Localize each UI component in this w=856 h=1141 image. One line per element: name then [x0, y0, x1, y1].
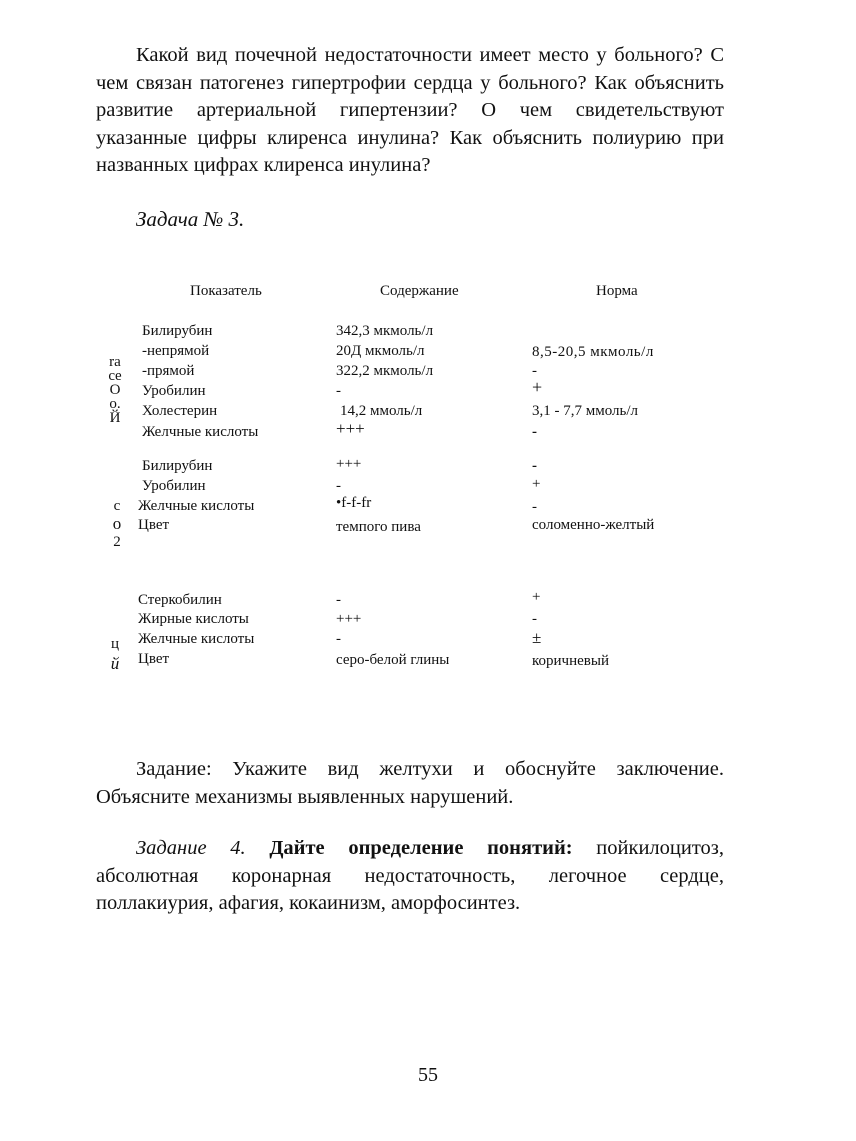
value-cell: 20Д мкмоль/л: [336, 343, 425, 359]
column-header-value: Содержание: [380, 283, 459, 299]
indicator-cell: Желчные кислоты: [138, 498, 255, 514]
indicator-cell: Уробилин: [142, 383, 206, 399]
norm-cell: -: [532, 499, 537, 515]
task4-bold: Дайте определение понятий:: [269, 837, 573, 859]
task4-paragraph: [96, 835, 724, 918]
side-label-char: Й: [109, 410, 121, 426]
side-label-char: o.: [109, 396, 121, 412]
indicator-cell: Холестерин: [142, 403, 218, 419]
indicator-cell: -прямой: [142, 363, 195, 379]
value-cell: 342,3 мкмоль/л: [336, 323, 434, 339]
page-number: 55: [418, 1064, 438, 1086]
indicator-cell: Стеркобилин: [138, 592, 222, 608]
value-cell: 322,2 мкмоль/л: [336, 363, 434, 379]
norm-cell: соломенно-желтый: [532, 517, 655, 533]
indicator-cell: Билирубин: [142, 323, 213, 339]
indicator-cell: Жирные кислоты: [138, 611, 249, 627]
side-label-char: O: [109, 382, 121, 398]
norm-cell: -: [532, 424, 537, 440]
indicator-cell: Желчные кислоты: [138, 631, 255, 647]
indicator-cell: Желчные кислоты: [142, 424, 259, 440]
value-cell: +++: [336, 611, 362, 627]
side-label-char: ц: [110, 636, 120, 652]
norm-cell: -: [532, 611, 537, 627]
value-cell: •f-f-fr: [336, 495, 372, 511]
value-cell: -: [336, 478, 341, 494]
norm-cell: +: [532, 589, 541, 605]
indicator-cell: Уробилин: [142, 478, 206, 494]
column-header-indicator: Показатель: [190, 283, 262, 299]
value-cell: -: [336, 631, 341, 647]
norm-cell: +: [532, 476, 541, 492]
side-label-char: ra: [109, 354, 121, 370]
side-label-char: о: [112, 514, 122, 533]
indicator-cell: -непрямой: [142, 343, 210, 359]
value-cell: серо-белой глины: [336, 652, 450, 668]
norm-cell: ±: [532, 628, 542, 647]
norm-cell: +: [532, 377, 543, 397]
value-cell: +++: [336, 456, 362, 472]
intro-text: Какой вид почечной недостаточности имеет место у больного? С чем связан патогенез гипертрофии сердца у больного? Как объяснить развитие артериальной гипертензии? О чем свидетельствуют указанные цифры клиренса инулина? Как объяснить полиурию при названных цифрах клиренса инулина?: [96, 44, 724, 176]
indicator-cell: Цвет: [138, 651, 170, 667]
value-cell: +++: [336, 419, 365, 438]
task4-lead: Задание 4.: [136, 837, 246, 859]
group-1-side-label: [104, 355, 126, 425]
task4-rest: пойкилоцитоз, абсолютная коронарная недостаточность, легочное сердце, поллакиурия, афагия, кокаинизм, аморфосинтез.: [96, 837, 725, 914]
norm-cell: 3,1 - 7,7 ммоль/л: [532, 403, 639, 419]
side-label-char: с: [113, 498, 121, 514]
indicator-cell: Билирубин: [142, 458, 213, 474]
column-header-norm: Норма: [596, 283, 638, 299]
assignment-text: Задание: Укажите вид желтухи и обоснуйте заключение. Объясните механизмы выявленных нарушений.: [96, 758, 724, 808]
assignment-paragraph: [96, 756, 724, 811]
side-label-char: й: [110, 654, 120, 673]
norm-cell: коричневый: [532, 653, 609, 669]
group-2-side-label: [106, 497, 128, 551]
value-cell: -: [336, 383, 341, 399]
norm-cell: -: [532, 458, 537, 474]
side-label-char: 2: [113, 534, 121, 550]
value-cell: -: [336, 592, 341, 608]
task-title: Задача № 3.: [136, 207, 245, 231]
value-cell: темпого пива: [336, 519, 421, 535]
indicator-cell: Цвет: [138, 517, 170, 533]
group-3-side-label: [104, 634, 126, 674]
value-cell: 14,2 ммоль/л: [340, 403, 423, 419]
norm-cell: -: [532, 363, 537, 379]
side-label-char: ce: [108, 368, 122, 384]
norm-cell: 8,5-20,5 мкмоль/л: [532, 344, 654, 360]
